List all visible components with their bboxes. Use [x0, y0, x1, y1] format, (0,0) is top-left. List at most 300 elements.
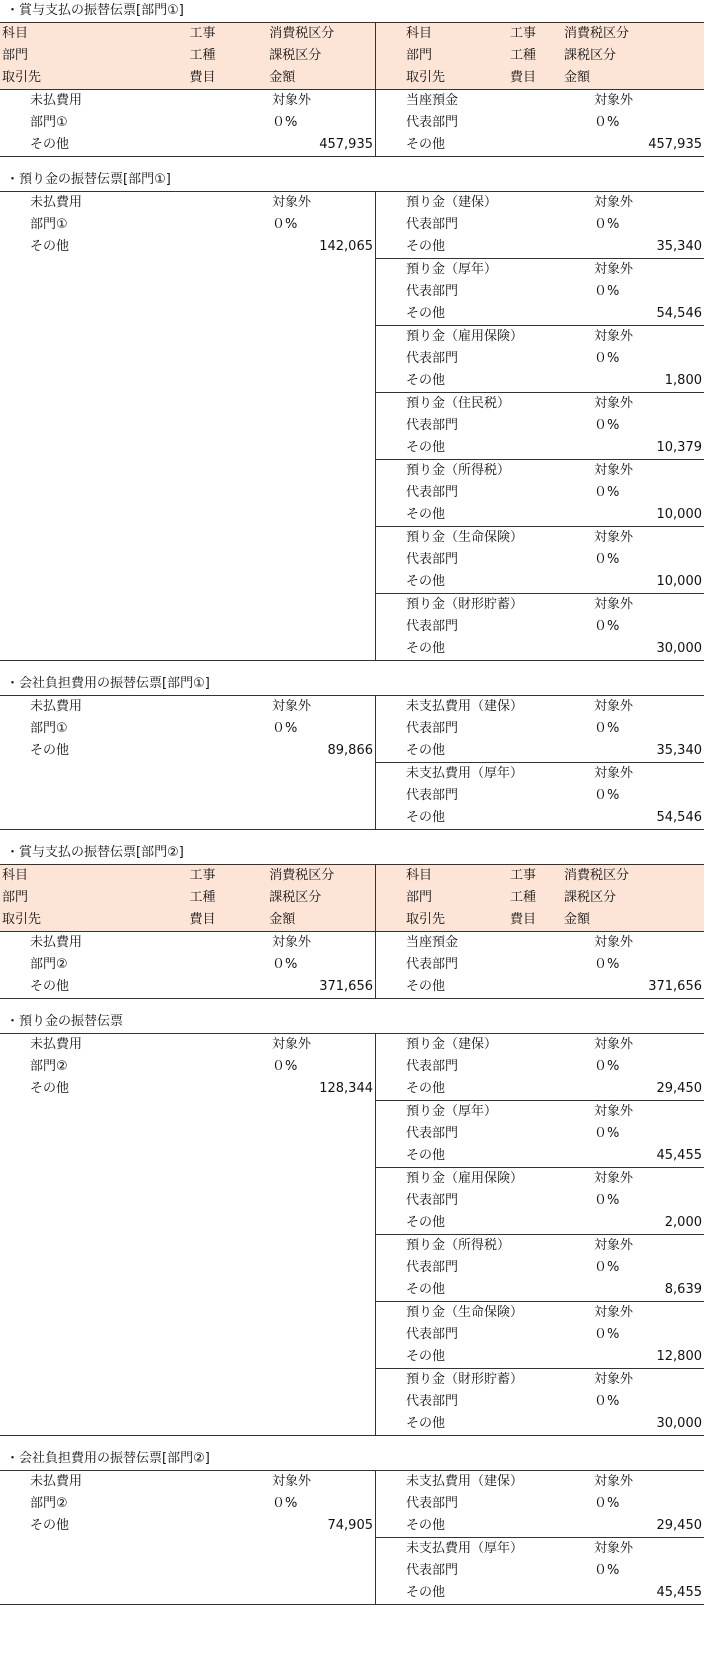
header-label: 費目 [510, 70, 537, 85]
entry-row [376, 718, 704, 740]
entry-label: その他 [406, 641, 446, 656]
amount: 35,340 [656, 743, 702, 758]
tax-rate: ０% [594, 1260, 620, 1275]
header-label: 課税区分 [269, 48, 322, 63]
tax-category: 対象外 [594, 766, 634, 781]
entry-row [0, 954, 375, 976]
header-left [0, 865, 376, 931]
header-label: 金額 [269, 70, 296, 85]
header-label: 取引先 [406, 70, 446, 85]
header-right [376, 865, 704, 931]
header-right [376, 23, 704, 89]
amount: 457,935 [319, 137, 373, 152]
amount: 30,000 [656, 1416, 702, 1431]
header-label: 工種 [189, 890, 216, 905]
tax-rate: ０% [594, 721, 620, 736]
entry-label: 部門② [30, 1059, 68, 1074]
credit-side [376, 1471, 704, 1604]
entry-row [376, 134, 704, 156]
tax-category: 対象外 [272, 1474, 312, 1489]
entry-label: 代表部門 [406, 788, 459, 803]
entry-row [376, 1078, 704, 1100]
header-label: 課税区分 [564, 48, 617, 63]
entry-label: 未払費用 [30, 699, 83, 714]
entry-row [376, 1279, 704, 1301]
entry-label: 当座預金 [406, 93, 459, 108]
header-label: 課税区分 [269, 890, 322, 905]
entry-row [376, 112, 704, 134]
credit-side [376, 192, 704, 660]
entry-row [0, 236, 375, 258]
header-label: 工事 [189, 868, 216, 883]
header-label: 消費税区分 [564, 868, 630, 883]
entry-row [376, 214, 704, 236]
amount: 30,000 [656, 641, 702, 656]
entry-label: その他 [406, 1416, 446, 1431]
entry-row [376, 932, 704, 954]
header-row [376, 45, 704, 67]
entry-label: 預り金（雇用保険） [406, 329, 524, 344]
entry-row [376, 594, 704, 616]
credit-entry-group [376, 593, 704, 660]
header-label: 取引先 [2, 70, 42, 85]
amount: 2,000 [664, 1215, 702, 1230]
header-label: 消費税区分 [564, 26, 630, 41]
entry-row [376, 437, 704, 459]
tax-category: 対象外 [594, 699, 634, 714]
tax-rate: ０% [272, 957, 298, 972]
header-label: 取引先 [406, 912, 446, 927]
tax-rate: ０% [594, 788, 620, 803]
entry-row [0, 192, 375, 214]
debit-side [0, 1034, 376, 1435]
amount: 128,344 [319, 1081, 373, 1096]
entry-row [376, 1212, 704, 1234]
voucher-body [0, 1470, 704, 1605]
tax-category: 対象外 [594, 1372, 634, 1387]
entry-row [376, 192, 704, 214]
entry-row [0, 740, 375, 762]
tax-rate: ０% [594, 1496, 620, 1511]
credit-entry-group [376, 90, 704, 156]
entry-row [376, 1369, 704, 1391]
entry-label: 預り金（建保） [406, 195, 498, 210]
tax-category: 対象外 [594, 597, 634, 612]
entry-row [376, 638, 704, 660]
entry-label: 代表部門 [406, 1563, 459, 1578]
entry-row [0, 214, 375, 236]
entry-label: その他 [406, 979, 446, 994]
tax-category: 対象外 [594, 1171, 634, 1186]
amount: 12,800 [656, 1349, 702, 1364]
credit-side [376, 1034, 704, 1435]
debit-side [0, 696, 376, 829]
entry-row [376, 1515, 704, 1537]
tax-category: 対象外 [594, 329, 634, 344]
entry-row [376, 763, 704, 785]
entry-label: その他 [406, 137, 446, 152]
entry-row [376, 1582, 704, 1604]
entry-label: その他 [30, 979, 70, 994]
entry-row [376, 1145, 704, 1167]
entry-row [376, 281, 704, 303]
entry-label: その他 [30, 743, 70, 758]
tax-rate: ０% [594, 115, 620, 130]
tax-rate: ０% [272, 1496, 298, 1511]
entry-label: 代表部門 [406, 217, 459, 232]
entry-label: 未払費用 [30, 935, 83, 950]
entry-label: 未支払費用（建保） [406, 1474, 524, 1489]
entry-label: 代表部門 [406, 1193, 459, 1208]
entry-row [376, 393, 704, 415]
entry-row [376, 460, 704, 482]
entry-label: 預り金（所得税） [406, 463, 511, 478]
credit-entry-group [376, 762, 704, 829]
debit-side [0, 90, 376, 156]
amount: 142,065 [319, 239, 373, 254]
entry-row [376, 549, 704, 571]
entry-row [376, 1324, 704, 1346]
entry-label: 代表部門 [406, 1126, 459, 1141]
entry-label: 代表部門 [406, 552, 459, 567]
header-label: 部門 [406, 48, 433, 63]
tax-rate: ０% [594, 1563, 620, 1578]
entry-label: その他 [406, 239, 446, 254]
amount: 54,546 [656, 810, 702, 825]
entry-row [376, 527, 704, 549]
entry-label: 未払費用 [30, 195, 83, 210]
entry-label: その他 [406, 306, 446, 321]
entry-row [376, 740, 704, 762]
section-spacer [0, 157, 704, 169]
entry-row [0, 1078, 375, 1100]
entry-row [376, 616, 704, 638]
header-label: 金額 [269, 912, 296, 927]
entry-label: 部門② [30, 957, 68, 972]
entry-label: 部門① [30, 115, 68, 130]
amount: 10,000 [656, 574, 702, 589]
credit-entry-group [376, 526, 704, 593]
tax-rate: ０% [594, 284, 620, 299]
tax-rate: ０% [272, 217, 298, 232]
tax-category: 対象外 [594, 1037, 634, 1052]
section-title: ・賞与支払の振替伝票[部門①] [6, 3, 184, 18]
credit-entry-group [376, 696, 704, 762]
tax-rate: ０% [272, 115, 298, 130]
voucher-body [0, 1033, 704, 1436]
entry-row [376, 807, 704, 829]
credit-entry-group [376, 459, 704, 526]
header-label: 部門 [406, 890, 433, 905]
entry-row [0, 134, 375, 156]
section-title: ・預り金の振替伝票[部門①] [6, 172, 171, 187]
entry-label: その他 [406, 810, 446, 825]
header-label: 消費税区分 [269, 26, 335, 41]
tax-category: 対象外 [272, 195, 312, 210]
entry-label: 預り金（建保） [406, 1037, 498, 1052]
entry-label: その他 [406, 1081, 446, 1096]
credit-side [376, 90, 704, 156]
voucher-body [0, 695, 704, 830]
header-row [376, 909, 704, 931]
tax-rate: ０% [594, 619, 620, 634]
section-spacer [0, 1436, 704, 1448]
entry-label: 代表部門 [406, 721, 459, 736]
tax-category: 対象外 [594, 1238, 634, 1253]
section-title: ・賞与支払の振替伝票[部門②] [6, 845, 184, 860]
entry-label: 未払費用 [30, 1474, 83, 1489]
tax-category: 対象外 [272, 93, 312, 108]
entry-label: 当座預金 [406, 935, 459, 950]
entry-row [376, 236, 704, 258]
entry-label: その他 [406, 1518, 446, 1533]
header-row [0, 67, 375, 89]
entry-label: 未支払費用（厚年） [406, 766, 524, 781]
entry-row [0, 696, 375, 718]
tax-category: 対象外 [594, 396, 634, 411]
entry-label: その他 [406, 1585, 446, 1600]
entry-label: その他 [406, 1282, 446, 1297]
entry-label: その他 [406, 1215, 446, 1230]
voucher-header [0, 864, 704, 932]
credit-entry-group [376, 258, 704, 325]
credit-entry-group [376, 1471, 704, 1537]
tax-category: 対象外 [594, 1104, 634, 1119]
tax-category: 対象外 [594, 93, 634, 108]
amount: 8,639 [664, 1282, 702, 1297]
header-label: 消費税区分 [269, 868, 335, 883]
entry-row [376, 1034, 704, 1056]
entry-row [0, 718, 375, 740]
tax-rate: ０% [594, 485, 620, 500]
amount: 10,379 [656, 440, 702, 455]
header-label: 工事 [189, 26, 216, 41]
entry-row [376, 1413, 704, 1435]
entry-label: 部門① [30, 217, 68, 232]
entry-label: 代表部門 [406, 1496, 459, 1511]
tax-category: 対象外 [594, 1541, 634, 1556]
entry-row [376, 1302, 704, 1324]
entry-row [376, 1168, 704, 1190]
entry-row [376, 370, 704, 392]
voucher-body [0, 90, 704, 157]
header-label: 工事 [510, 26, 537, 41]
amount: 457,935 [648, 137, 702, 152]
credit-entry-group [376, 1301, 704, 1368]
amount: 29,450 [656, 1518, 702, 1533]
entry-label: 預り金（厚年） [406, 1104, 498, 1119]
entry-label: 代表部門 [406, 115, 459, 130]
credit-entry-group [376, 1368, 704, 1435]
credit-side [376, 932, 704, 998]
tax-category: 対象外 [594, 463, 634, 478]
entry-label: 預り金（住民税） [406, 396, 511, 411]
header-row [376, 887, 704, 909]
tax-rate: ０% [272, 721, 298, 736]
entry-row [376, 1346, 704, 1368]
tax-rate: ０% [594, 552, 620, 567]
tax-rate: ０% [594, 1059, 620, 1074]
credit-entry-group [376, 1537, 704, 1604]
entry-label: 部門② [30, 1496, 68, 1511]
entry-row [376, 90, 704, 112]
entry-row [376, 1538, 704, 1560]
tax-rate: ０% [594, 1193, 620, 1208]
entry-row [376, 326, 704, 348]
entry-label: 代表部門 [406, 957, 459, 972]
amount: 45,455 [656, 1148, 702, 1163]
entry-label: その他 [30, 137, 70, 152]
tax-category: 対象外 [594, 1305, 634, 1320]
entry-label: 代表部門 [406, 418, 459, 433]
section-spacer [0, 830, 704, 842]
section-spacer [0, 999, 704, 1011]
section-title: ・会社負担費用の振替伝票[部門①] [6, 676, 210, 691]
section-spacer [0, 661, 704, 673]
entry-row [376, 1257, 704, 1279]
header-label: 工事 [510, 868, 537, 883]
header-label: 取引先 [2, 912, 42, 927]
entry-row [0, 932, 375, 954]
entry-label: 代表部門 [406, 1059, 459, 1074]
entry-label: その他 [406, 440, 446, 455]
debit-side [0, 192, 376, 660]
entry-label: その他 [30, 1081, 70, 1096]
entry-label: その他 [30, 239, 70, 254]
credit-entry-group [376, 325, 704, 392]
entry-row [0, 1493, 375, 1515]
entry-row [0, 112, 375, 134]
entry-row [376, 571, 704, 593]
header-row [0, 909, 375, 931]
entry-label: 預り金（財形貯蓄） [406, 1372, 524, 1387]
entry-label: 未払費用 [30, 1037, 83, 1052]
header-label: 費目 [189, 70, 216, 85]
entry-label: その他 [406, 373, 446, 388]
credit-entry-group [376, 392, 704, 459]
entry-label: 預り金（生命保険） [406, 1305, 524, 1320]
entry-label: 代表部門 [406, 1260, 459, 1275]
credit-side [376, 696, 704, 829]
header-label: 金額 [564, 912, 591, 927]
entry-row [376, 1471, 704, 1493]
header-label: 金額 [564, 70, 591, 85]
header-row [0, 45, 375, 67]
voucher-header [0, 22, 704, 90]
credit-entry-group [376, 932, 704, 998]
credit-entry-group [376, 1100, 704, 1167]
entry-label: 代表部門 [406, 1394, 459, 1409]
debit-side [0, 1471, 376, 1604]
entry-label: その他 [406, 507, 446, 522]
entry-row [376, 1235, 704, 1257]
amount: 10,000 [656, 507, 702, 522]
tax-rate: ０% [594, 1126, 620, 1141]
tax-category: 対象外 [594, 935, 634, 950]
entry-label: 未払費用 [30, 93, 83, 108]
section-title: ・会社負担費用の振替伝票[部門②] [6, 1451, 210, 1466]
entry-label: その他 [406, 1349, 446, 1364]
header-row [0, 865, 375, 887]
entry-row [0, 1056, 375, 1078]
entry-row [376, 415, 704, 437]
amount: 89,866 [327, 743, 373, 758]
tax-category: 対象外 [272, 935, 312, 950]
entry-row [376, 1101, 704, 1123]
header-row [0, 887, 375, 909]
header-label: 費目 [510, 912, 537, 927]
header-row [376, 23, 704, 45]
header-left [0, 23, 376, 89]
entry-row [376, 696, 704, 718]
tax-rate: ０% [594, 418, 620, 433]
section-title: ・預り金の振替伝票 [6, 1014, 124, 1029]
amount: 1,800 [664, 373, 702, 388]
tax-category: 対象外 [272, 699, 312, 714]
entry-row [376, 303, 704, 325]
entry-label: 預り金（厚年） [406, 262, 498, 277]
header-label: 部門 [2, 48, 29, 63]
entry-label: 預り金（財形貯蓄） [406, 597, 524, 612]
entry-label: 代表部門 [406, 351, 459, 366]
debit-side [0, 932, 376, 998]
entry-label: その他 [406, 574, 446, 589]
entry-row [376, 785, 704, 807]
entry-label: 預り金（雇用保険） [406, 1171, 524, 1186]
amount: 371,656 [648, 979, 702, 994]
credit-entry-group [376, 1034, 704, 1100]
entry-label: 未支払費用（建保） [406, 699, 524, 714]
entry-row [376, 482, 704, 504]
header-label: 科目 [406, 868, 433, 883]
voucher-body [0, 191, 704, 661]
header-label: 費目 [189, 912, 216, 927]
entry-row [0, 90, 375, 112]
entry-row [376, 1560, 704, 1582]
tax-rate: ０% [594, 957, 620, 972]
credit-entry-group [376, 1167, 704, 1234]
tax-rate: ０% [594, 1394, 620, 1409]
tax-category: 対象外 [594, 195, 634, 210]
header-row [0, 23, 375, 45]
entry-label: 預り金（所得税） [406, 1238, 511, 1253]
entry-label: 代表部門 [406, 619, 459, 634]
entry-row [376, 1391, 704, 1413]
header-label: 工種 [189, 48, 216, 63]
voucher-body [0, 932, 704, 999]
entry-label: 未支払費用（厚年） [406, 1541, 524, 1556]
entry-row [376, 1123, 704, 1145]
entry-row [0, 1034, 375, 1056]
header-row [376, 67, 704, 89]
entry-label: 部門① [30, 721, 68, 736]
entry-row [0, 1515, 375, 1537]
tax-category: 対象外 [272, 1037, 312, 1052]
entry-label: 代表部門 [406, 485, 459, 500]
amount: 29,450 [656, 1081, 702, 1096]
amount: 54,546 [656, 306, 702, 321]
entry-label: その他 [406, 1148, 446, 1163]
entry-row [376, 1056, 704, 1078]
header-label: 科目 [406, 26, 433, 41]
entry-label: その他 [406, 743, 446, 758]
amount: 74,905 [327, 1518, 373, 1533]
amount: 45,455 [656, 1585, 702, 1600]
tax-rate: ０% [594, 351, 620, 366]
header-label: 科目 [2, 868, 29, 883]
tax-rate: ０% [594, 1327, 620, 1342]
credit-entry-group [376, 1234, 704, 1301]
